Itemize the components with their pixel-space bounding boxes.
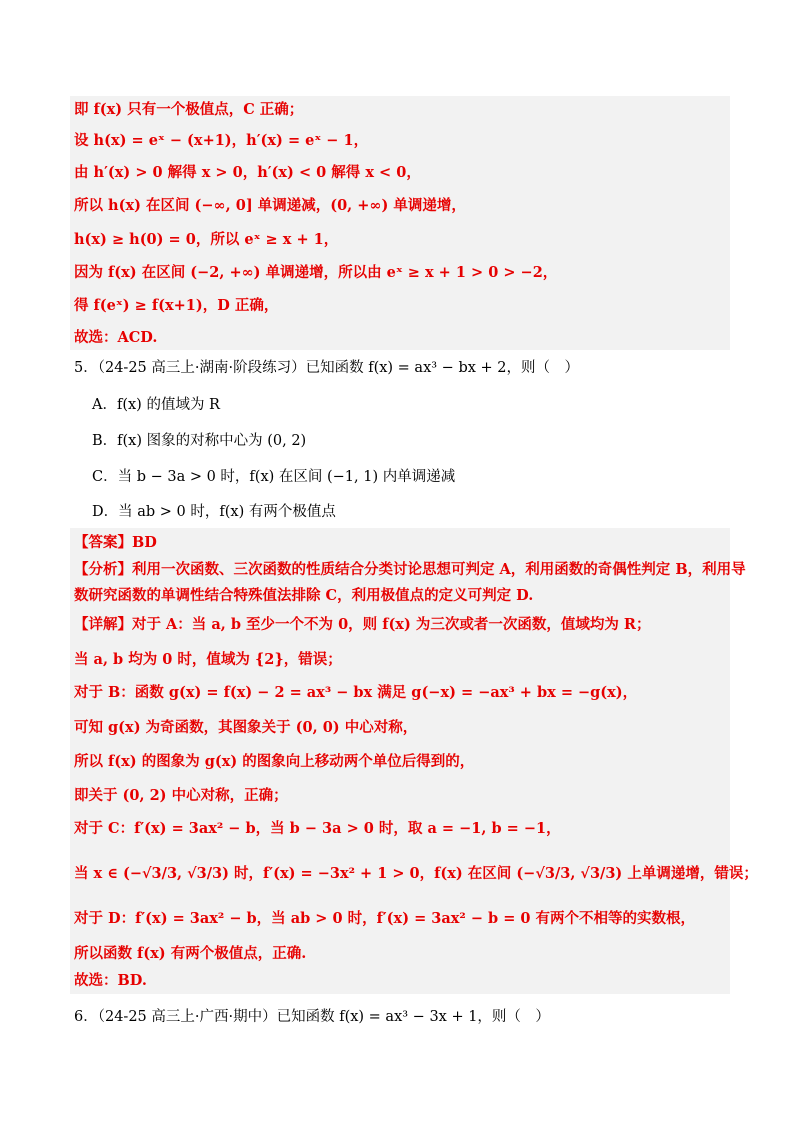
prev-solution-line: 即 f(x) 只有一个极值点，C 正确； (74, 101, 304, 118)
q5-detail-line: 故选：BD. (74, 972, 147, 989)
q5-detail-line: 可知 g(x) 为奇函数，其图象关于 (0, 0) 中心对称， (74, 719, 418, 736)
question-5-stem: 5．（24-25 高三上·湖南·阶段练习）已知函数 f(x) = ax³ − bx + 2，则（ ） (74, 360, 579, 376)
prev-solution-line: 设 h(x) = eˣ − (x+1)，h′(x) = eˣ − 1， (74, 132, 369, 149)
question-5-option-a: A．f(x) 的值域为 R (92, 397, 220, 413)
question-5-option-c: C．当 b − 3a > 0 时，f(x) 在区间 (−1, 1) 内单调递减 (92, 469, 456, 485)
prev-solution-line: 由 h′(x) > 0 解得 x > 0，h′(x) < 0 解得 x < 0， (74, 164, 421, 181)
prev-solution-line: 所以 h(x) 在区间 (−∞, 0] 单调递减，(0, +∞) 单调递增， (74, 197, 466, 214)
q5-detail-line: 对于 C：f′(x) = 3ax² − b，当 b − 3a > 0 时，取 a = −1, b = −1， (74, 820, 561, 837)
question-5-option-b: B．f(x) 图象的对称中心为 (0, 2) (92, 433, 307, 449)
q5-detail-line: 所以函数 f(x) 有两个极值点，正确. (74, 945, 307, 962)
prev-solution-line: 故选：ACD. (74, 329, 158, 346)
q5-analysis-line: 【分析】利用一次函数、三次函数的性质结合分类讨论思想可判定 A，利用函数的奇偶性判定 B，利用导 (74, 561, 746, 578)
q5-detail-line: 当 x ∈ (−√3/3, √3/3) 时，f′(x) = −3x² + 1 > 0，f(x) 在区间 (−√3/3, √3/3) 上单调递增，错误； (74, 865, 758, 882)
q5-detail-line: 所以 f(x) 的图象为 g(x) 的图象向上移动两个单位后得到的， (74, 753, 475, 770)
q5-detail-line: 当 a, b 均为 0 时，值域为 {2}，错误； (74, 651, 342, 668)
q5-analysis-line: 数研究函数的单调性结合特殊值法排除 C，利用极值点的定义可判定 D. (74, 587, 534, 604)
q5-detail-line: 对于 D：f′(x) = 3ax² − b，当 ab > 0 时，f′(x) = 3ax² − b = 0 有两个不相等的实数根， (74, 910, 696, 927)
q5-detail-line: 【详解】对于 A：当 a, b 至少一个不为 0，则 f(x) 为三次或者一次函数，值域均为 R； (74, 616, 651, 633)
q5-detail-line: 对于 B：函数 g(x) = f(x) − 2 = ax³ − bx 满足 g(−x) = −ax³ + bx = −g(x)， (74, 684, 638, 701)
question-6-stem: 6．（24-25 高三上·广西·期中）已知函数 f(x) = ax³ − 3x + 1，则（ ） (74, 1009, 550, 1025)
prev-solution-line: 因为 f(x) 在区间 (−2, +∞) 单调递增，所以由 eˣ ≥ x + 1 > 0 > −2， (74, 264, 558, 281)
prev-solution-line: h(x) ≥ h(0) = 0，所以 eˣ ≥ x + 1， (74, 231, 339, 248)
question-5-option-d: D．当 ab > 0 时，f(x) 有两个极值点 (92, 504, 336, 520)
q5-detail-line: 即关于 (0, 2) 中心对称，正确； (74, 787, 288, 804)
q5-answer: 【答案】BD (74, 534, 157, 551)
prev-solution-line: 得 f(eˣ) ≥ f(x+1)，D 正确， (74, 297, 279, 314)
